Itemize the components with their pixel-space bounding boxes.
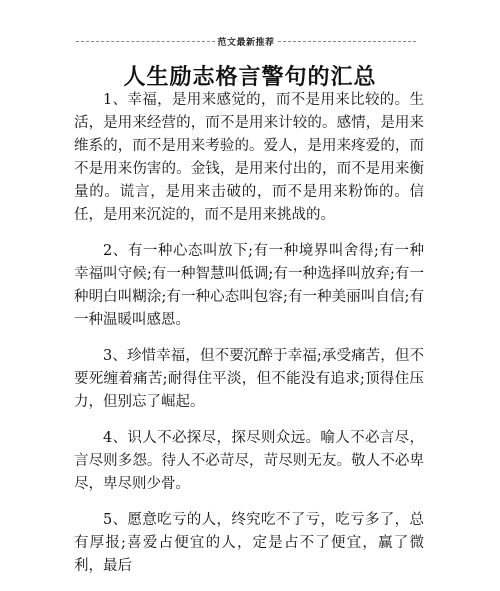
header-divider-left bbox=[76, 41, 215, 42]
paragraph-3: 3、珍惜幸福，但不要沉醉于幸福;承受痛苦，但不要死缠着痛苦;耐得住平淡，但不能没有追求;顶得住压力，但别忘了崛起。 bbox=[74, 348, 424, 410]
paragraph-4: 4、识人不必探尽，探尽则众远。喻人不必言尽，言尽则多怨。待人不必苛尽，苛尽则无友。敬人不必卑尽，卑尽则少骨。 bbox=[74, 430, 424, 492]
document-title: 人生励志格言警句的汇总 bbox=[123, 65, 377, 90]
paragraph-2: 2、有一种心态叫放下;有一种境界叫舍得;有一种幸福叫守候;有一种智慧叫低调;有一种选择叫放弃;有一种明白叫糊涂;有一种心态叫包容;有一种美丽叫自信;有一种温暖叫感恩。 bbox=[74, 243, 424, 328]
paragraph-1: 1、幸福，是用来感觉的，而不是用来比较的。生活，是用来经营的，而不是用来计较的。感情，是用来维系的，而不是用来考验的。爱人，是用来疼爱的，而不是用来伤害的。金钱，是用来付出的，而不是用来衡量的。谎言，是用来击破的，而不是用来粉饰的。信任，是用来沉淀的，而不是用来挑战的。 bbox=[74, 92, 424, 223]
header-label: 范文最新推荐 bbox=[217, 37, 275, 48]
paragraph-5: 5、愿意吃亏的人，终究吃不了亏，吃亏多了，总有厚报;喜爱占便宜的人，定是占不了便宜，赢了微利，最后 bbox=[74, 512, 424, 574]
page-header bbox=[76, 35, 416, 47]
document-body bbox=[74, 89, 424, 591]
header-divider-right bbox=[278, 41, 417, 42]
